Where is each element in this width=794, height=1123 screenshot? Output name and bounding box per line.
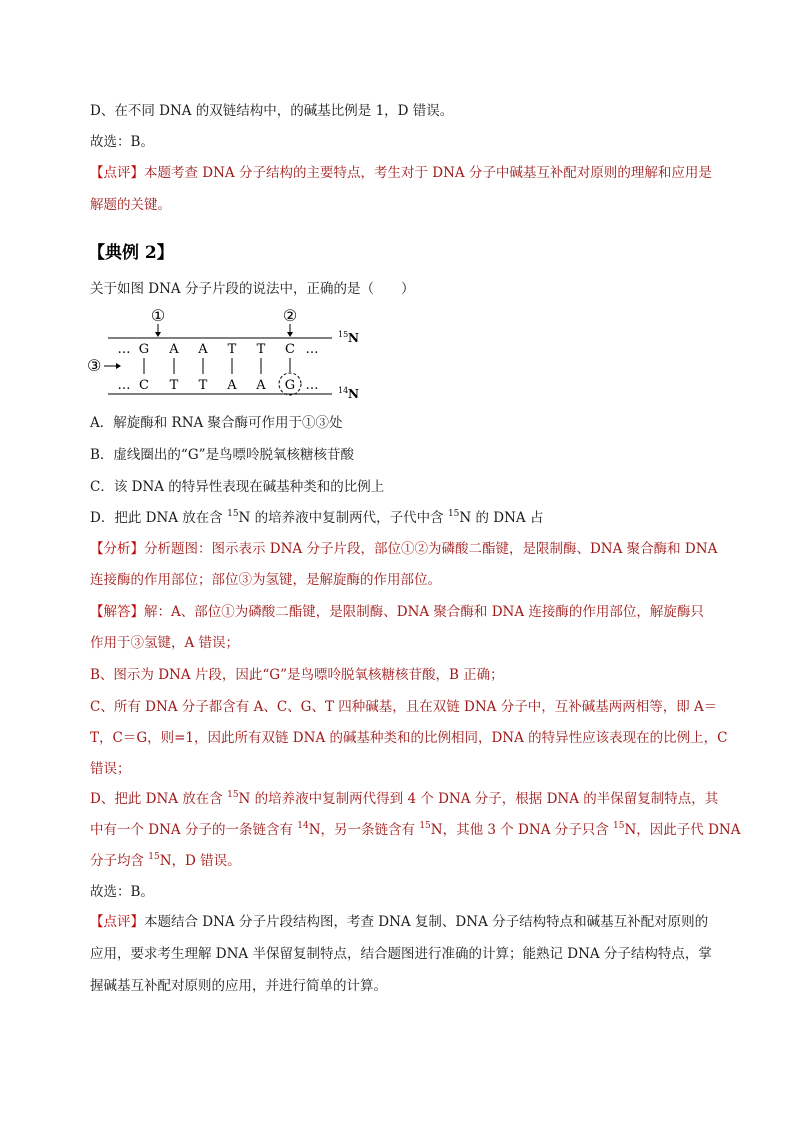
bottom-base-2: T (169, 378, 179, 393)
solution-line-4: C、所有 DNA 分子都含有 A、C、G、T 四种碱基，且在双链 DNA 分子中，互补碱基两两相等，即 A＝ (90, 699, 718, 715)
comment-line-3: 握碱基互补配对原则的应用，并进行简单的计算。 (90, 978, 387, 994)
option-a: A．解旋酶和 RNA 聚合酶可作用于①③处 (90, 415, 343, 431)
superscript: 15 (148, 852, 160, 862)
prev-answer: 故选：B。 (90, 134, 154, 150)
bottom-strand-label: N (348, 387, 359, 400)
option-c: C．该 DNA 的特异性表现在碱基种类和的比例上 (90, 479, 385, 495)
comment-line-1: 本题结合 DNA 分子片段结构图，考查 DNA 复制、DNA 分子结构特点和碱基互补配对原则的 (144, 914, 709, 930)
analysis (90, 539, 717, 559)
text-part: N，另一条链含有 (308, 822, 420, 838)
comment-line-2: 应用，要求考生理解 DNA 半保留复制特点，结合题图进行准确的计算；能熟记 DNA 分子结构特点，掌 (90, 946, 712, 962)
option-b: B．虚线圈出的“G”是鸟嘌呤脱氧核糖核苷酸 (90, 447, 355, 463)
bottom-base-6: G (284, 378, 296, 393)
text-part: 分子均含 (90, 853, 149, 869)
solution-line-9 (90, 851, 241, 871)
text-part: 中有一个 DNA 分子的一条链含有 (90, 822, 298, 838)
option-d-part: N 的 DNA 占 (459, 510, 544, 526)
solution (90, 602, 704, 622)
question-text: 关于如图 DNA 分子片段的说法中，正确的是（ ） (90, 281, 415, 297)
site-3-label: ③ (87, 356, 102, 375)
example-heading: 【典例 2】 (88, 243, 174, 263)
top-base-3: A (198, 342, 208, 357)
top-base-0: … (117, 342, 131, 357)
site-2-label: ② (282, 306, 298, 325)
analysis-tag: 【分析】 (90, 541, 144, 557)
bottom-base-0: … (117, 378, 131, 393)
option-d-part: D．把此 DNA 放在含 (90, 510, 228, 526)
superscript: 14 (297, 821, 309, 831)
bottom-base-3: T (198, 378, 208, 393)
dna-fragment-diagram (86, 304, 386, 400)
solution-line-2: 作用于③氢键，A 错误； (90, 635, 240, 651)
top-strand-label: N (348, 331, 359, 345)
superscript: 15 (447, 509, 460, 519)
site-2-arrowhead (287, 332, 293, 337)
comment-tag: 【点评】 (90, 165, 144, 181)
superscript: 15 (227, 790, 239, 800)
hydrogen-bonds (144, 358, 290, 374)
solution-line-7 (90, 789, 718, 809)
top-strand-label-sup: 15 (338, 330, 349, 339)
text-part: N 的培养液中复制两代得到 4 个 DNA 分子，根据 DNA 的半保留复制特点，其 (238, 791, 719, 807)
top-base-6: C (285, 342, 295, 357)
superscript: 15 (419, 821, 431, 831)
prev-comment (90, 163, 712, 183)
option-d (90, 508, 543, 528)
prev-comment-text-1: 本题考查 DNA 分子结构的主要特点，考生对于 DNA 分子中碱基互补配对原则的理解和应用是 (144, 165, 712, 181)
site-1-arrowhead (155, 332, 161, 337)
comment-tag: 【点评】 (90, 914, 144, 930)
prev-comment-text-2: 解题的关键。 (90, 197, 171, 213)
top-base-5: T (256, 342, 266, 357)
option-d-part: N 的培养液中复制两代，子代中含 (238, 510, 448, 526)
solution-line-8 (90, 820, 740, 840)
bottom-base-5: A (256, 378, 266, 393)
solution-tag: 【解答】 (90, 604, 144, 620)
solution-answer: 故选：B。 (90, 884, 154, 900)
site-3-arrowhead (116, 363, 121, 369)
bottom-base-1: C (139, 378, 149, 393)
bottom-base-7: … (305, 378, 319, 393)
top-base-1: G (138, 342, 150, 357)
top-base-4: T (227, 342, 237, 357)
top-base-2: A (169, 342, 179, 357)
prev-option-d-explanation: D、在不同 DNA 的双链结构中，的碱基比例是 1，D 错误。 (90, 103, 454, 119)
text-part: N，D 错误。 (159, 853, 241, 869)
solution-line-6: 错误； (90, 761, 131, 777)
solution-line-5: T，C＝G，则=1，因此所有双链 DNA 的碱基种类和的比例相同，DNA 的特异性应该表现在的比例上，C (90, 730, 728, 746)
analysis-line-2: 连接酶的作用部位；部位③为氢键，是解旋酶的作用部位。 (90, 572, 441, 588)
text-part: N，其他 3 个 DNA 分子只含 (430, 822, 614, 838)
bottom-strand-label-sup: 14 (338, 386, 349, 395)
site-1-label: ① (150, 306, 166, 325)
analysis-line-1: 分析题图：图示表示 DNA 分子片段，部位①②为磷酸二酯键，是限制酶、DNA 聚合酶和 DNA (144, 541, 718, 557)
superscript: 15 (613, 821, 625, 831)
solution-line-3: B、图示为 DNA 片段，因此“G”是鸟嘌呤脱氧核糖核苷酸，B 正确； (90, 667, 504, 683)
superscript: 15 (227, 509, 239, 519)
bottom-strand-bases (118, 378, 319, 393)
bottom-base-4: A (227, 378, 237, 393)
text-part: D、把此 DNA 放在含 (90, 791, 228, 807)
top-strand-bases (118, 342, 319, 357)
solution-line-1: 解：A、部位①为磷酸二酯键，是限制酶、DNA 聚合酶和 DNA 连接酶的作用部位，解旋酶只 (144, 604, 704, 620)
text-part: N，因此子代 DNA (624, 822, 741, 838)
top-base-7: … (305, 342, 319, 357)
comment (90, 912, 708, 932)
